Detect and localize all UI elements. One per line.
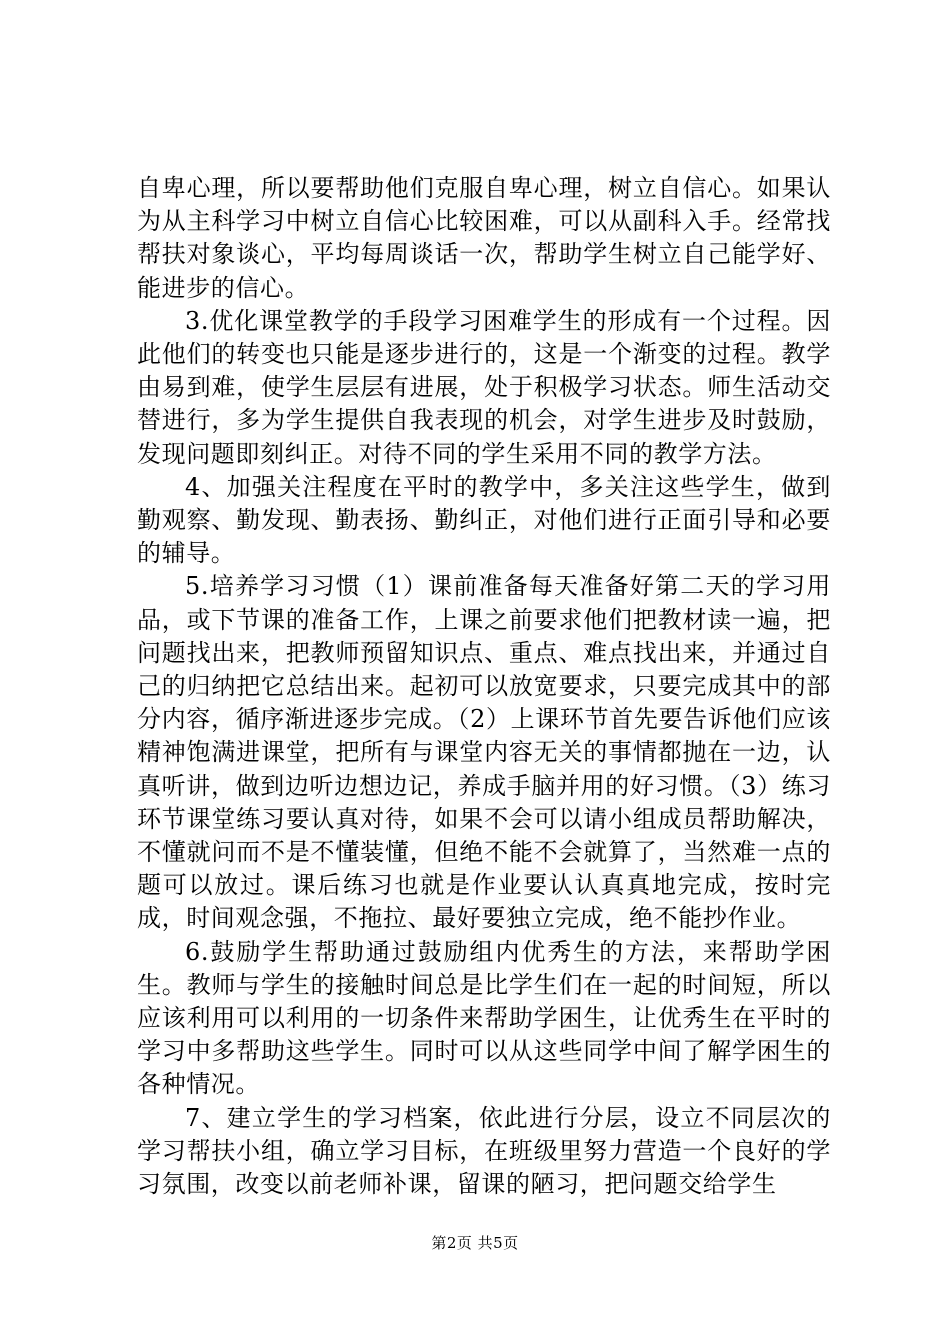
page-number-footer: 第2页 共5页 (431, 1234, 519, 1252)
paragraph-item-7: 7、建立学生的学习档案，依此进行分层，设立不同层次的学习帮扶小组，确立学习目标，在班级里努力营造一个良好的学习氛围，改变以前老师补课，留课的陋习，把问题交给学生 (137, 1103, 831, 1199)
paragraph-item-6: 6.鼓励学生帮助通过鼓励组内优秀生的方法，来帮助学困生。教师与学生的接触时间总是比学生们在一起的时间短，所以应该利用可以利用的一切条件来帮助学困生，让优秀生在平时的学习中多帮助这些学生。同时可以从这些同学中间了解学困生的各种情况。 (137, 937, 831, 1099)
paragraph-continuation: 自卑心理，所以要帮助他们克服自卑心理，树立自信心。如果认为从主科学习中树立自信心比较困难，可以从副科入手。经常找帮扶对象谈心，平均每周谈话一次，帮助学生树立自己能学好、能进步的信心。 (137, 174, 831, 302)
paragraph-item-4: 4、加强关注程度在平时的教学中，多关注这些学生，做到勤观察、勤发现、勤表扬、勤纠正，对他们进行正面引导和必要的辅导。 (137, 472, 831, 568)
paragraph-item-5: 5.培养学习习惯（1）课前准备每天准备好第二天的学习用品，或下节课的准备工作，上课之前要求他们把教材读一遍，把问题找出来，把教师预留知识点、重点、难点找出来，并通过自己的归纳把它总结出来。起初可以放宽要求，只要完成其中的部分内容，循序渐进逐步完成。（2）上课环节首先要告诉他们应该精神饱满进课堂，把所有与课堂内容无关的事情都抛在一边，认真听讲，做到边听边想边记，养成手脑并用的好习惯。（3）练习环节课堂练习要认真对待，如果不会可以请小组成员帮助解决，不懂就问而不是不懂装懂，但绝不能不会就算了，当然难一点的题可以放过。课后练习也就是作业要认认真真地完成，按时完成，时间观念强，不拖拉、最好要独立完成，绝不能抄作业。 (137, 572, 831, 933)
paragraph-item-3: 3.优化课堂教学的手段学习困难学生的形成有一个过程。因此他们的转变也只能是逐步进行的，这是一个渐变的过程。教学由易到难，使学生层层有进展，处于积极学习状态。师生活动交替进行，多为学生提供自我表现的机会，对学生进步及时鼓励，发现问题即刻纠正。对待不同的学生采用不同的教学方法。 (137, 306, 831, 468)
document-body (137, 172, 831, 1201)
